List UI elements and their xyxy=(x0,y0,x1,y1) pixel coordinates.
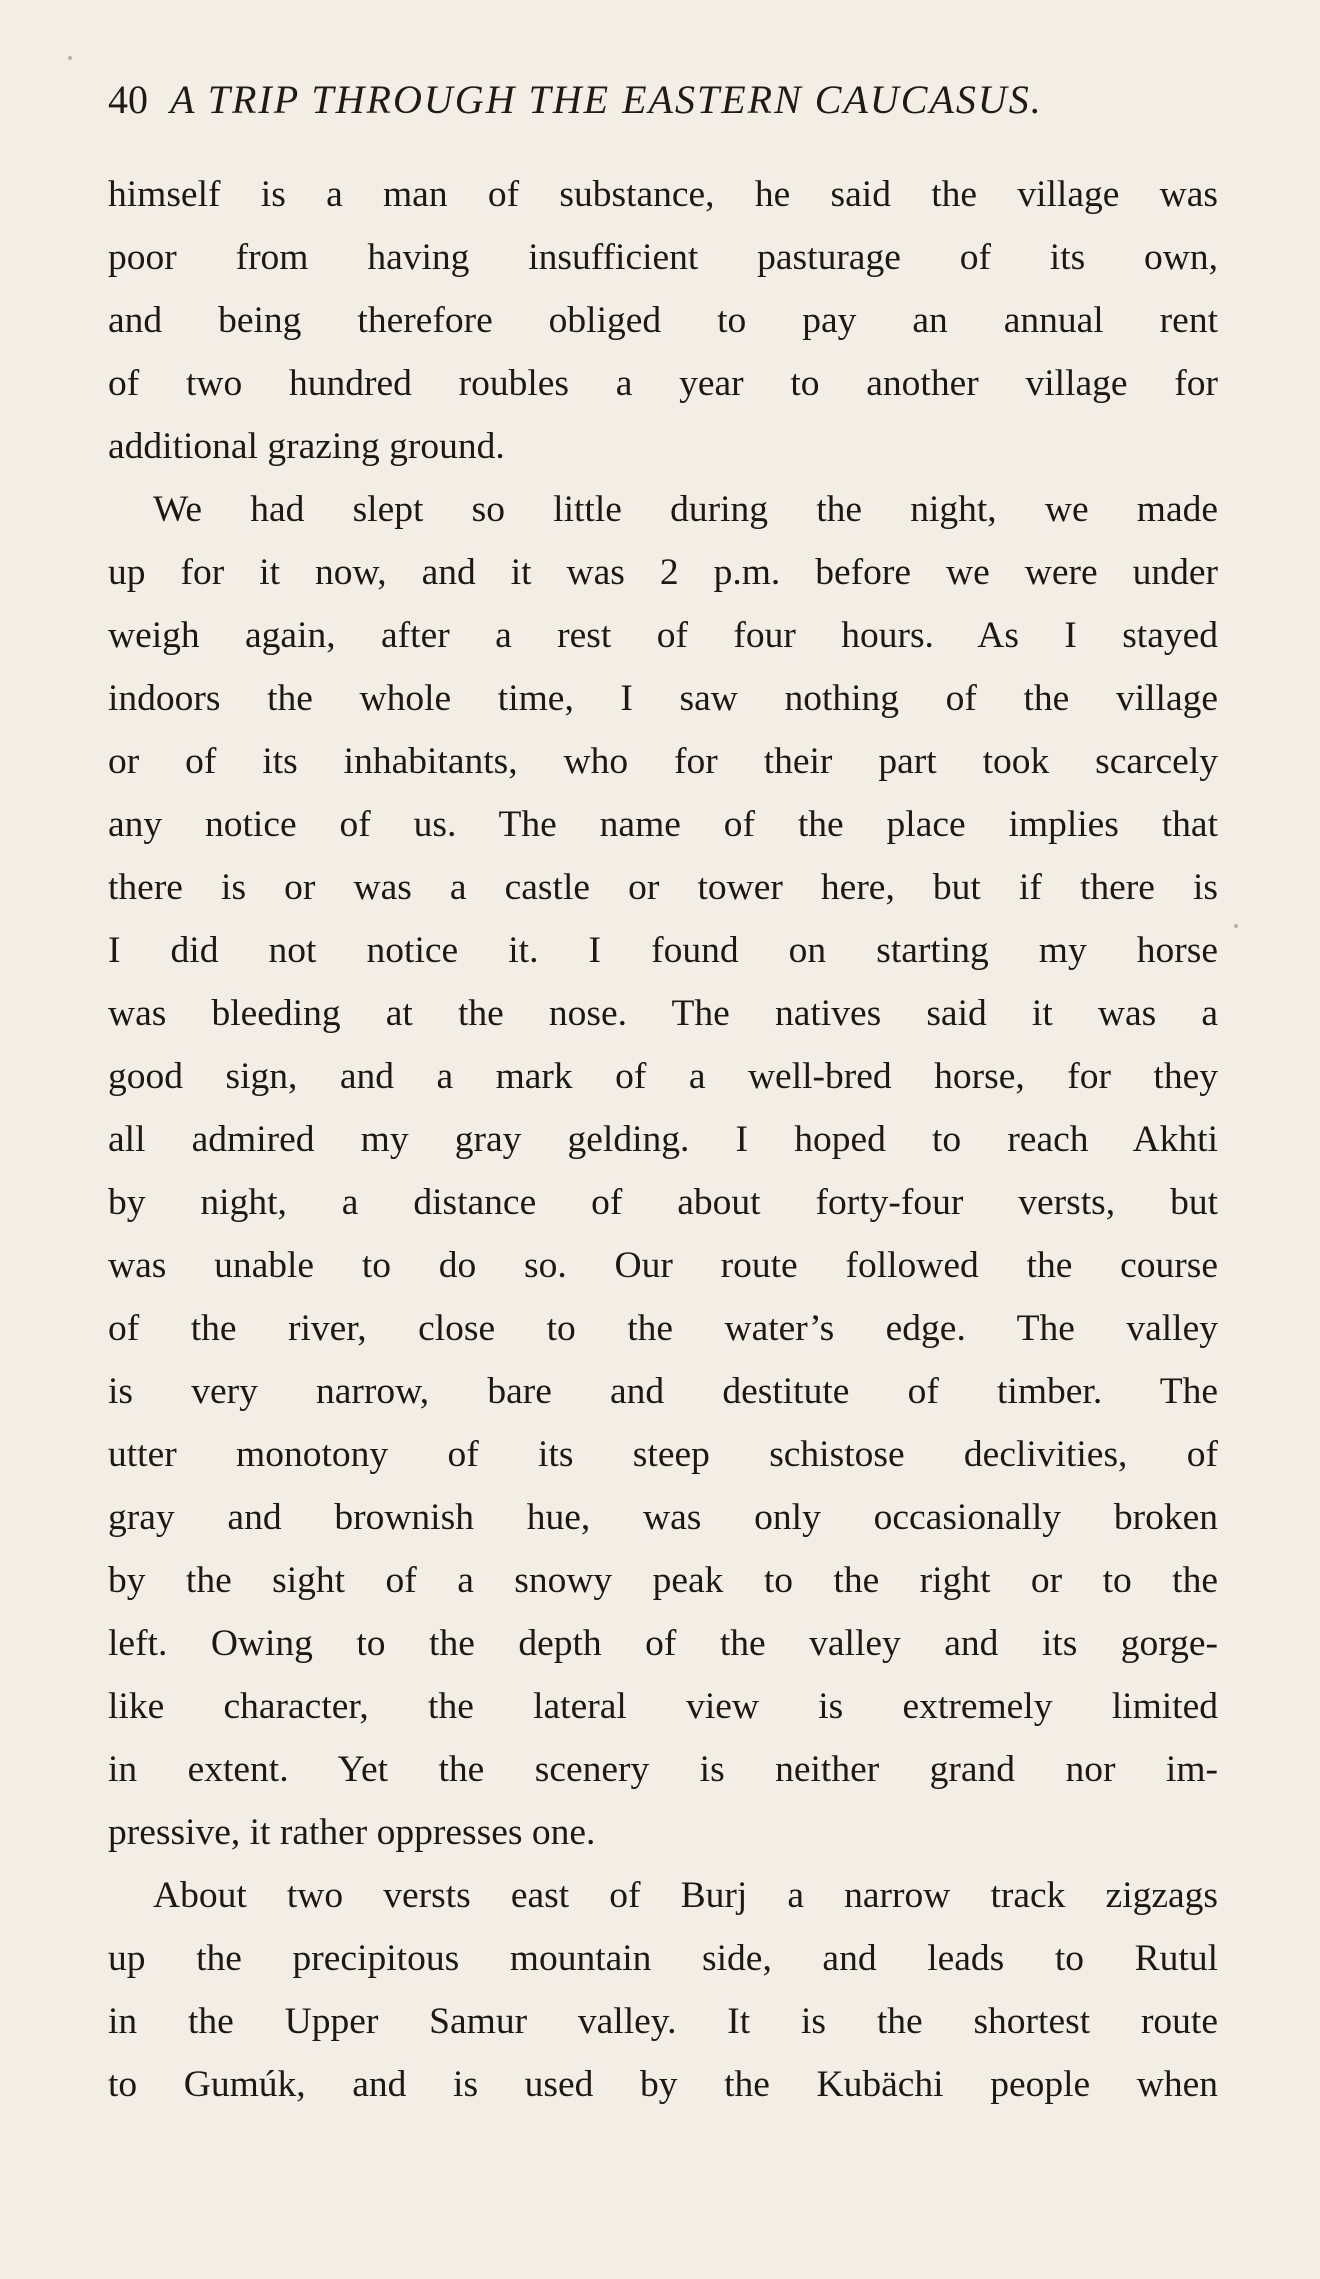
text-line: We had slept so little during the night, we made xyxy=(153,489,1218,530)
text-line: of two hundred roubles a year to another village for xyxy=(108,363,1218,404)
text-line: left. Owing to the depth of the valley and its gorge- xyxy=(108,1623,1218,1664)
text-line: was unable to do so. Our route followed the course xyxy=(108,1245,1218,1286)
text-line: like character, the lateral view is extremely limited xyxy=(108,1686,1218,1727)
text-line: of the river, close to the water’s edge. The valley xyxy=(108,1308,1218,1349)
page-number: 40 xyxy=(108,77,148,122)
text-line: gray and brownish hue, was only occasionally broken xyxy=(108,1497,1218,1538)
text-line: by night, a distance of about forty-four versts, but xyxy=(108,1182,1218,1223)
text-line: in extent. Yet the scenery is neither grand nor im- xyxy=(108,1749,1218,1790)
text-line: additional grazing ground. xyxy=(108,426,505,467)
running-head xyxy=(108,76,1228,136)
text-line: poor from having insufficient pasturage of its own, xyxy=(108,237,1218,278)
running-title: A TRIP THROUGH THE EASTERN CAUCASUS. xyxy=(170,77,1043,122)
text-line: and being therefore obliged to pay an annual rent xyxy=(108,300,1218,341)
text-line: up the precipitous mountain side, and leads to Rutul xyxy=(108,1938,1218,1979)
text-line: any notice of us. The name of the place implies that xyxy=(108,804,1218,845)
text-line: pressive, it rather oppresses one. xyxy=(108,1812,596,1853)
text-line: About two versts east of Burj a narrow track zigzags xyxy=(153,1875,1218,1916)
paper-speck xyxy=(68,56,72,60)
text-line: good sign, and a mark of a well-bred horse, for they xyxy=(108,1056,1218,1097)
paper-speck xyxy=(1234,924,1238,928)
text-line: all admired my gray gelding. I hoped to reach Akhti xyxy=(108,1119,1218,1160)
text-line: is very narrow, bare and destitute of timber. The xyxy=(108,1371,1218,1412)
text-line: I did not notice it. I found on starting my horse xyxy=(108,930,1218,971)
text-line: by the sight of a snowy peak to the right or to the xyxy=(108,1560,1218,1601)
text-line: in the Upper Samur valley. It is the shortest route xyxy=(108,2001,1218,2042)
text-line: weigh again, after a rest of four hours. As I stayed xyxy=(108,615,1218,656)
text-line: up for it now, and it was 2 p.m. before we were under xyxy=(108,552,1218,593)
text-line: himself is a man of substance, he said the village was xyxy=(108,174,1218,215)
body-text xyxy=(108,163,1218,2116)
text-line: utter monotony of its steep schistose declivities, of xyxy=(108,1434,1218,1475)
text-line: to Gumúk, and is used by the Kubächi people when xyxy=(108,2064,1218,2105)
text-line: there is or was a castle or tower here, but if there is xyxy=(108,867,1218,908)
text-line: or of its inhabitants, who for their part took scarcely xyxy=(108,741,1218,782)
text-line: indoors the whole time, I saw nothing of the village xyxy=(108,678,1218,719)
text-line: was bleeding at the nose. The natives said it was a xyxy=(108,993,1218,1034)
